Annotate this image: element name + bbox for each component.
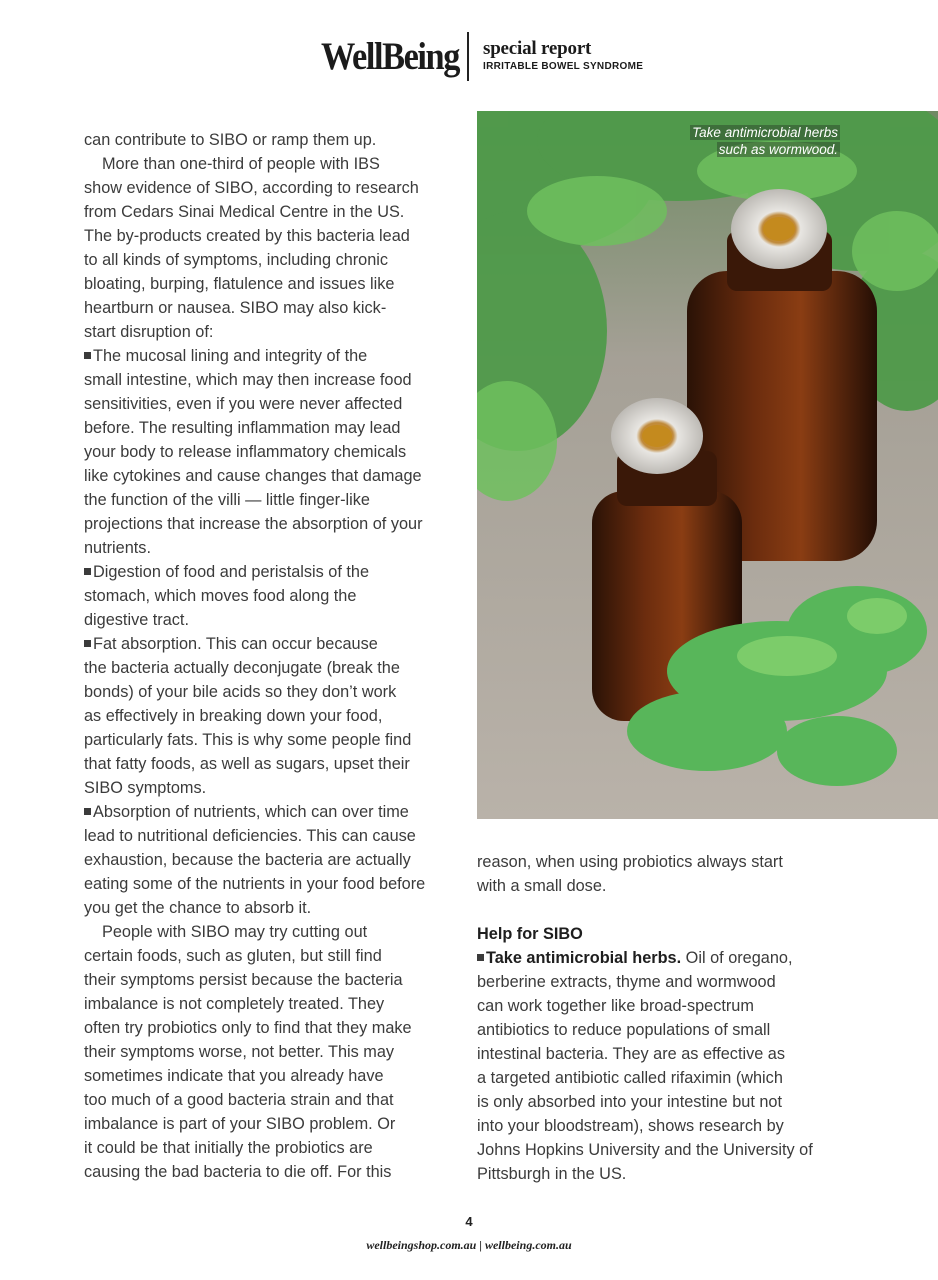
photo-caption <box>690 124 840 158</box>
text-line: berberine extracts, thyme and wormwood <box>477 973 776 991</box>
text-line: exhaustion, because the bacteria are actually <box>84 851 411 869</box>
page-number: 4 <box>465 1214 473 1229</box>
bullet-square-icon <box>84 640 91 647</box>
left-column <box>84 128 464 1184</box>
text-line: their symptoms worse, not better. This may <box>84 1043 395 1061</box>
paragraph-gap <box>477 898 857 922</box>
text-line: Pittsburgh in the US. <box>477 1165 627 1183</box>
text-line: imbalance is not completely treated. They <box>84 995 385 1013</box>
text-line: causing the bad bacteria to die off. For this <box>84 1163 392 1181</box>
footer-urls: wellbeingshop.com.au | wellbeing.com.au <box>366 1238 572 1252</box>
text-line: People with SIBO may try cutting out <box>102 923 368 941</box>
text-line: too much of a good bacteria strain and that <box>84 1091 394 1109</box>
bullet-line: Take antimicrobial herbs. Oil of oregano, <box>477 946 857 970</box>
section-title: special report <box>483 38 592 59</box>
text-line: before. The resulting inflammation may lead <box>84 419 401 437</box>
section-heading: Help for SIBO <box>477 925 583 943</box>
text-line: the function of the villi — little finger-like <box>84 491 370 509</box>
text-line: small intestine, which may then increase food <box>84 371 412 389</box>
text-line: reason, when using probiotics always start <box>477 853 783 871</box>
text-line: stomach, which moves food along the <box>84 587 357 605</box>
text-line: can contribute to SIBO or ramp them up. <box>84 131 377 149</box>
text-line: imbalance is part of your SIBO problem. Or <box>84 1115 396 1133</box>
text-line: their symptoms persist because the bacteria <box>84 971 403 989</box>
text-line: sometimes indicate that you already have <box>84 1067 384 1085</box>
text-line: digestive tract. <box>84 611 189 629</box>
text-line: antibiotics to reduce populations of small <box>477 1021 771 1039</box>
text-line: often try probiotics only to find that they make <box>84 1019 412 1037</box>
text-line: eating some of the nutrients in your food before <box>84 875 426 893</box>
text-line: the bacteria actually deconjugate (break the <box>84 659 400 677</box>
wormwood-oil-photo <box>477 111 938 819</box>
text-line: intestinal bacteria. They are as effective as <box>477 1045 786 1063</box>
text-line: show evidence of SIBO, according to research <box>84 179 419 197</box>
text-line: The by-products created by this bacteria lead <box>84 227 410 245</box>
caption-line: Take antimicrobial herbs <box>692 125 838 140</box>
bullet-square-icon <box>84 568 91 575</box>
wellbeing-logo: WellBeing <box>321 35 459 78</box>
text-line: Johns Hopkins University and the University of <box>477 1141 813 1159</box>
text-line: start disruption of: <box>84 323 214 341</box>
text-line: from Cedars Sinai Medical Centre in the US. <box>84 203 405 221</box>
text-line: with a small dose. <box>477 877 607 895</box>
text-line: nutrients. <box>84 539 151 557</box>
right-column <box>477 850 857 1186</box>
text-line: particularly fats. This is why some people find <box>84 731 412 749</box>
text-line: bonds) of your bile acids so they don’t work <box>84 683 397 701</box>
bullet-square-icon <box>84 352 91 359</box>
text-line: a targeted antibiotic called rifaximin (which <box>477 1069 783 1087</box>
text-line: More than one-third of people with IBS <box>102 155 380 173</box>
text-line: into your bloodstream), shows research by <box>477 1117 784 1135</box>
text-line: projections that increase the absorption of your <box>84 515 423 533</box>
bullet-lead: Take antimicrobial herbs. <box>486 949 682 967</box>
text-line: can work together like broad-spectrum <box>477 997 754 1015</box>
text-line: to all kinds of symptoms, including chronic <box>84 251 389 269</box>
text-line: your body to release inflammatory chemicals <box>84 443 407 461</box>
text-line: is only absorbed into your intestine but not <box>477 1093 783 1111</box>
text-line: bloating, burping, flatulence and issues like <box>84 275 395 293</box>
bullet-square-icon <box>477 954 484 961</box>
section-topic: IRRITABLE BOWEL SYNDROME <box>483 61 644 72</box>
text-line: heartburn or nausea. SIBO may also kick- <box>84 299 387 317</box>
text-line: certain foods, such as gluten, but still find <box>84 947 382 965</box>
masthead <box>0 30 938 82</box>
bullet-line: The mucosal lining and integrity of the <box>84 344 464 368</box>
text-line: you get the chance to absorb it. <box>84 899 312 917</box>
caption-line: such as wormwood. <box>718 142 838 157</box>
text-line: that fatty foods, as well as sugars, upset their <box>84 755 410 773</box>
bullet-line: Absorption of nutrients, which can over time <box>84 800 464 824</box>
text-line: lead to nutritional deficiencies. This can cause <box>84 827 416 845</box>
bullet-square-icon <box>84 808 91 815</box>
text-line: it could be that initially the probiotics are <box>84 1139 373 1157</box>
header-divider <box>467 32 469 81</box>
text-line: sensitivities, even if you were never affected <box>84 395 403 413</box>
bullet-line: Fat absorption. This can occur because <box>84 632 464 656</box>
text-line: SIBO symptoms. <box>84 779 207 797</box>
bullet-line: Digestion of food and peristalsis of the <box>84 560 464 584</box>
text-line: like cytokines and cause changes that damage <box>84 467 422 485</box>
text-line: as effectively in breaking down your food, <box>84 707 383 725</box>
photo-illustration <box>477 111 938 819</box>
